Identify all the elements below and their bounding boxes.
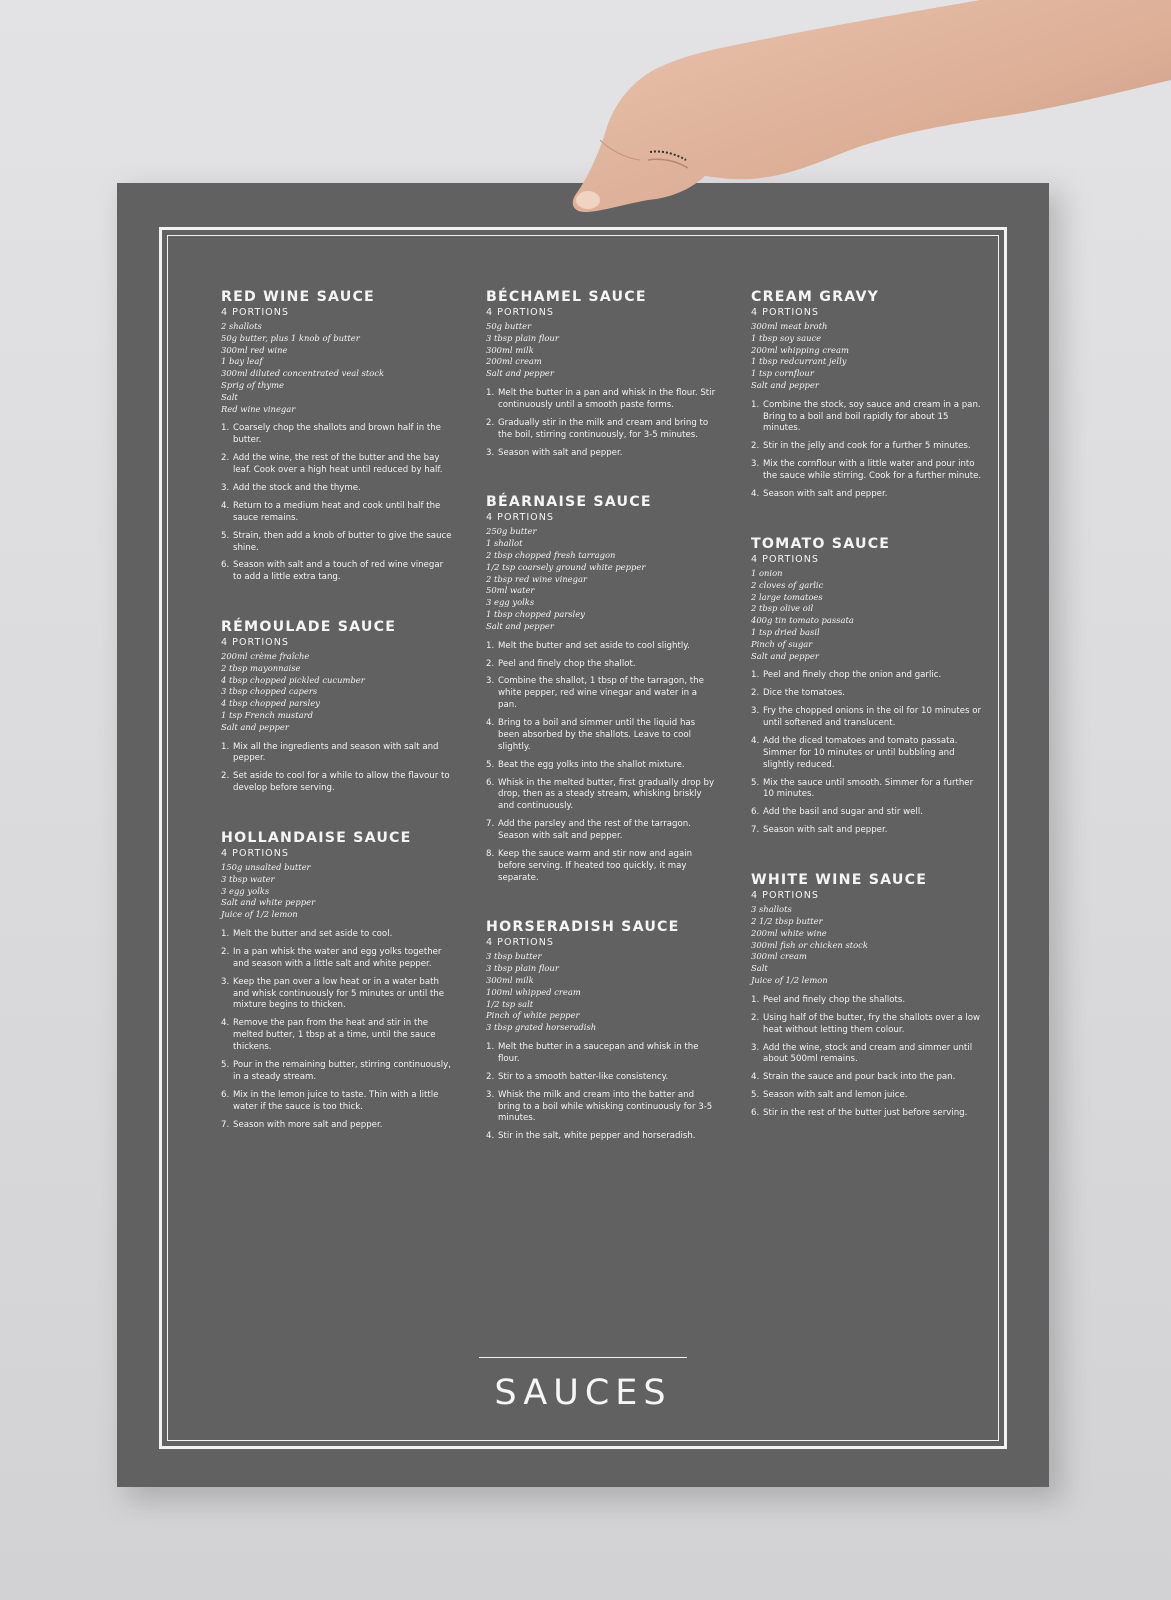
ingredient-item: Juice of 1/2 lemon (751, 974, 828, 985)
step-text: Strain, then add a knob of butter to give the sauce shine. (233, 530, 452, 553)
method-step (221, 1018, 453, 1053)
method-step (486, 777, 718, 813)
step-text: Using half of the butter, fry the shallots over a low heat without letting them colour. (763, 1012, 981, 1035)
step-number: 1. (486, 1041, 495, 1052)
step-number: 4. (221, 500, 230, 511)
method-step (751, 777, 983, 802)
step-number: 7. (486, 819, 495, 830)
method-steps (221, 742, 453, 795)
step-number: 4. (486, 1131, 495, 1142)
step-text: Stir in the salt, white pepper and horseradish. (498, 1131, 696, 1142)
method-step (486, 718, 718, 753)
step-number: 4. (751, 489, 760, 500)
poster-title: SAUCES (494, 1373, 672, 1413)
step-number: 5. (751, 1090, 760, 1101)
method-step (751, 1072, 983, 1084)
ingredient-item: 2 tbsp chopped fresh tarragon (486, 549, 616, 560)
method-step (486, 1071, 718, 1084)
ingredient-item: Salt and pepper (486, 368, 554, 379)
step-text: Dice the tomatoes. (763, 688, 845, 699)
step-number: 1. (221, 929, 230, 940)
step-text: Peel and finely chop the shallots. (763, 994, 906, 1005)
method-steps (486, 641, 718, 885)
ingredient-item: 1 onion (751, 567, 783, 578)
method-step (221, 741, 453, 766)
step-text: Season with more salt and pepper. (233, 1119, 383, 1130)
ingredient-item: Red wine vinegar (221, 403, 296, 414)
step-text: Add the parsley and the rest of the tarragon. Season with salt and pepper. (498, 819, 691, 841)
method-step (751, 825, 983, 837)
ingredient-item: 2 tbsp red wine vinegar (486, 573, 587, 584)
method-step (751, 994, 983, 1007)
ingredient-item: Salt and pepper (751, 650, 819, 661)
recipe-column-2 (486, 288, 718, 1177)
ingredient-item: Sprig of thyme (221, 379, 284, 390)
ingredient-item: 250g butter (486, 526, 537, 537)
method-steps (486, 1042, 718, 1143)
recipe-title: BÉARNAISE SAUCE (486, 494, 652, 511)
recipe-section (751, 535, 983, 837)
recipe-section (221, 288, 453, 584)
ingredient-item: 150g unsalted butter (221, 862, 311, 873)
method-step (486, 640, 718, 653)
step-text: Beat the egg yolks into the shallot mixture. (498, 759, 685, 770)
recipe-column-1 (221, 288, 453, 1165)
method-step (486, 417, 718, 442)
method-step (751, 399, 983, 435)
method-step (221, 500, 453, 525)
step-number: 3. (751, 706, 760, 717)
ingredient-item: 3 tbsp chopped capers (221, 686, 318, 697)
step-number: 2. (221, 947, 230, 957)
ingredient-item: 3 shallots (751, 904, 792, 915)
step-number: 3. (486, 676, 495, 687)
step-text: Add the stock and the thyme. (233, 482, 361, 493)
ingredient-item: 300ml milk (486, 344, 534, 355)
step-number: 2. (751, 688, 760, 699)
ingredient-item: 2 1/2 tbsp butter (751, 915, 823, 926)
method-step (486, 1089, 718, 1125)
method-step (486, 819, 718, 843)
ingredient-item: Salt (221, 391, 238, 402)
step-text: Mix the cornflour with a little water and pour into the sauce while stirring. Cook for a further minute. (763, 459, 982, 482)
ingredient-item: 1 tsp cornflour (751, 368, 814, 379)
recipe-section (486, 918, 718, 1143)
step-number: 6. (751, 1108, 760, 1119)
recipe-poster (117, 183, 1049, 1487)
step-number: 5. (221, 1059, 230, 1070)
ingredient-item: 400g tin tomato passata (751, 615, 854, 626)
method-steps (751, 670, 983, 837)
recipe-title: BÉCHAMEL SAUCE (486, 289, 647, 305)
step-number: 3. (751, 459, 760, 470)
method-step (486, 1041, 718, 1066)
recipe-section (751, 871, 983, 1120)
ingredient-list (751, 321, 983, 392)
ingredient-item: 300ml diluted concentrated veal stock (221, 368, 385, 379)
step-number: 6. (221, 560, 230, 571)
method-step (486, 1131, 718, 1143)
method-step (221, 1119, 453, 1132)
ingredient-list (486, 951, 718, 1034)
step-number: 2. (486, 658, 495, 669)
method-steps (221, 423, 453, 584)
step-number: 3. (221, 482, 230, 493)
step-number: 5. (751, 777, 760, 788)
step-text: Keep the pan over a low heat or in a water bath and whisk continuously for 5 minutes or until the mixture begins to thicken. (233, 976, 445, 1011)
step-text: Melt the butter and set aside to cool. (233, 929, 393, 940)
ingredient-item: 3 egg yolks (486, 597, 535, 608)
step-number: 3. (486, 447, 495, 458)
ingredient-item: 3 tbsp plain flour (486, 332, 559, 343)
step-number: 4. (751, 1072, 760, 1083)
method-steps (751, 400, 983, 501)
ingredient-item: 1/2 tsp salt (486, 998, 534, 1009)
ingredient-item: Salt (751, 963, 768, 974)
step-text: Combine the shallot, 1 tbsp of the tarragon, the white pepper, red wine vinegar and water in a pan. (498, 676, 704, 711)
recipe-portions: 4 PORTIONS (221, 637, 289, 649)
ingredient-item: 2 cloves of garlic (751, 579, 824, 590)
step-text: Coarsely chop the shallots and brown half in the butter. (233, 423, 441, 446)
recipe-portions: 4 PORTIONS (221, 848, 289, 860)
ingredient-item: 1/2 tsp coarsely ground white pepper (486, 561, 646, 572)
ingredient-item: Salt and white pepper (221, 897, 316, 908)
ingredient-item: 50g butter (486, 321, 532, 331)
step-number: 1. (751, 399, 760, 410)
method-step (486, 676, 718, 711)
recipe-title: HOLLANDAISE SAUCE (221, 830, 412, 847)
step-text: Melt the butter in a pan and whisk in the flour. Stir continuously until a smooth paste forms. (498, 387, 716, 410)
ingredient-item: 3 tbsp plain flour (486, 963, 559, 974)
ingredient-item: 1 tbsp redcurrant jelly (751, 356, 847, 367)
ingredient-item: 1 bay leaf (221, 356, 263, 367)
step-number: 8. (486, 848, 495, 859)
ingredient-list (486, 526, 718, 632)
step-number: 6. (751, 807, 760, 818)
ingredient-item: 3 tbsp grated horseradish (486, 1022, 597, 1033)
recipe-portions: 4 PORTIONS (486, 937, 554, 949)
method-step (751, 736, 983, 771)
ingredient-list (751, 568, 983, 662)
ingredient-item: 100ml whipped cream (486, 986, 581, 997)
ingredient-item: 2 large tomatoes (751, 591, 823, 602)
step-number: 1. (751, 670, 760, 681)
method-step (486, 658, 718, 671)
method-step (486, 848, 718, 884)
step-text: Stir in the rest of the butter just before serving. (763, 1108, 968, 1119)
ingredient-item: 300ml fish or chicken stock (751, 939, 868, 950)
step-text: Fry the chopped onions in the oil for 10 minutes or until softened and translucent. (763, 706, 982, 729)
method-steps (751, 995, 983, 1120)
method-step (486, 447, 718, 460)
ingredient-item: Pinch of sugar (751, 638, 813, 649)
step-number: 4. (751, 736, 760, 747)
step-text: Peel and finely chop the onion and garlic. (763, 670, 942, 681)
step-number: 4. (221, 1018, 230, 1029)
step-number: 2. (751, 441, 760, 452)
ingredient-item: 1 tbsp soy sauce (751, 332, 822, 343)
step-number: 2. (486, 1071, 495, 1082)
recipe-portions: 4 PORTIONS (221, 307, 289, 318)
method-step (751, 1090, 983, 1102)
step-text: Remove the pan from the heat and stir in the melted butter, 1 tbsp at a time, until the sauce thickens. (233, 1018, 436, 1052)
ingredient-item: Salt and pepper (751, 379, 819, 390)
ingredient-item: Salt and pepper (221, 721, 289, 732)
step-number: 7. (221, 1119, 230, 1130)
method-step (751, 489, 983, 501)
method-step (751, 670, 983, 682)
recipe-title: TOMATO SAUCE (751, 535, 891, 552)
ingredient-item: 300ml red wine (221, 344, 288, 355)
step-text: Return to a medium heat and cook until half the sauce remains. (233, 500, 441, 523)
step-text: Set aside to cool for a while to allow the flavour to develop before serving. (233, 771, 450, 794)
ingredient-item: 1 tbsp chopped parsley (486, 608, 585, 619)
ingredient-item: 300ml meat broth (751, 321, 828, 331)
recipe-title: RED WINE SAUCE (221, 289, 375, 305)
method-step (221, 423, 453, 447)
step-number: 2. (221, 453, 230, 464)
ingredient-item: Juice of 1/2 lemon (221, 909, 298, 920)
recipe-section (221, 618, 453, 795)
step-text: Add the diced tomatoes and tomato passata. Simmer for 10 minutes or until bubbling and slightly reduced. (763, 736, 958, 770)
method-step (751, 807, 983, 819)
recipe-portions: 4 PORTIONS (486, 512, 554, 524)
ingredient-item: 200ml white wine (751, 927, 827, 938)
recipe-title: CREAM GRAVY (751, 289, 880, 305)
recipe-section (221, 829, 453, 1131)
method-step (751, 459, 983, 483)
recipe-title: RÉMOULADE SAUCE (221, 619, 397, 636)
recipe-section (486, 288, 718, 459)
ingredient-item: Salt and pepper (486, 620, 554, 631)
recipe-portions: 4 PORTIONS (751, 553, 819, 565)
method-step (486, 387, 718, 412)
step-text: Season with salt and lemon juice. (763, 1090, 908, 1101)
ingredient-list (221, 321, 453, 415)
method-step (751, 706, 983, 730)
step-text: Add the wine, the rest of the butter and the bay leaf. Cook over a high heat until reduced by half. (233, 453, 443, 475)
ingredient-item: 200ml crème fraîche (221, 651, 310, 662)
recipe-column-3 (751, 288, 983, 1154)
ingredient-list (221, 651, 453, 734)
ingredient-item: 4 tbsp chopped pickled cucumber (221, 674, 365, 685)
step-text: Stir to a smooth batter-like consistency. (498, 1071, 669, 1082)
step-number: 2. (486, 417, 495, 428)
ingredient-item: 300ml cream (751, 951, 807, 962)
step-number: 2. (751, 1012, 760, 1023)
step-number: 4. (486, 718, 495, 729)
step-text: In a pan whisk the water and egg yolks together and season with a little salt and white pepper. (233, 947, 442, 969)
method-step (486, 759, 718, 772)
ingredient-item: 50g butter, plus 1 knob of butter (221, 332, 360, 343)
step-text: Melt the butter and set aside to cool slightly. (498, 640, 690, 651)
step-text: Season with salt and pepper. (498, 447, 623, 458)
step-number: 3. (486, 1089, 495, 1100)
ingredient-list (751, 904, 983, 987)
step-text: Peel and finely chop the shallot. (498, 658, 636, 669)
method-step (221, 482, 453, 495)
method-steps (486, 388, 718, 459)
step-text: Keep the sauce warm and stir now and again before serving. If heated too quickly, it may separate. (498, 848, 693, 883)
step-text: Season with salt and a touch of red wine vinegar to add a little extra tang. (233, 560, 444, 583)
method-step (751, 1012, 983, 1037)
step-text: Stir in the jelly and cook for a further 5 minutes. (763, 441, 971, 452)
ingredient-item: 300ml milk (486, 974, 534, 985)
step-number: 1. (486, 640, 495, 651)
step-number: 6. (221, 1089, 230, 1100)
title-divider (479, 1357, 687, 1358)
method-step (221, 947, 453, 971)
method-step (221, 530, 453, 555)
ingredient-item: 2 shallots (221, 321, 262, 331)
step-text: Whisk the milk and cream into the batter and bring to a boil while whisking continuously for 3-5 minutes. (498, 1089, 713, 1124)
step-number: 1. (751, 994, 760, 1005)
ingredient-item: 2 tbsp mayonnaise (221, 662, 301, 673)
ingredient-item: 1 tsp dried basil (751, 626, 820, 637)
ingredient-item: Pinch of white pepper (486, 1010, 580, 1021)
step-text: Gradually stir in the milk and cream and bring to the boil, stirring continuously, for 3-5 minutes. (498, 417, 709, 440)
ingredient-item: 200ml cream (486, 356, 542, 367)
step-text: Add the basil and sugar and stir well. (763, 807, 923, 818)
step-text: Pour in the remaining butter, stirring continuously, in a steady stream. (233, 1059, 451, 1082)
method-step (221, 1059, 453, 1084)
step-number: 7. (751, 825, 760, 836)
step-text: Bring to a boil and simmer until the liquid has been absorbed by the shallots. Leave to cool slightly. (498, 718, 696, 752)
step-number: 3. (751, 1042, 760, 1053)
method-step (221, 560, 453, 584)
recipe-title: HORSERADISH SAUCE (486, 919, 680, 936)
recipe-portions: 4 PORTIONS (751, 890, 819, 902)
step-text: Strain the sauce and pour back into the pan. (763, 1072, 956, 1083)
ingredient-item: 3 tbsp water (221, 873, 275, 884)
step-text: Add the wine, stock and cream and simmer until about 500ml remains. (763, 1042, 973, 1065)
step-number: 1. (221, 741, 230, 752)
step-number: 1. (221, 423, 230, 434)
method-step (751, 688, 983, 700)
method-steps (221, 929, 453, 1131)
step-text: Mix in the lemon juice to taste. Thin with a little water if the sauce is too thick. (233, 1089, 439, 1112)
ingredient-list (221, 862, 453, 921)
step-number: 6. (486, 777, 495, 788)
step-text: Melt the butter in a saucepan and whisk in the flour. (498, 1041, 699, 1064)
recipe-title: WHITE WINE SAUCE (751, 872, 928, 889)
step-text: Mix the sauce until smooth. Simmer for a further 10 minutes. (763, 777, 974, 800)
step-number: 5. (486, 759, 495, 770)
recipe-section (751, 288, 983, 501)
step-text: Mix all the ingredients and season with salt and pepper. (233, 741, 439, 764)
ingredient-item: 4 tbsp chopped parsley (221, 698, 320, 709)
step-number: 1. (486, 387, 495, 398)
recipe-section (486, 493, 718, 884)
ingredient-list (486, 321, 718, 380)
step-text: Season with salt and pepper. (763, 825, 888, 836)
ingredient-item: 50ml water (486, 585, 535, 596)
method-step (221, 771, 453, 795)
step-number: 3. (221, 976, 230, 987)
recipe-portions: 4 PORTIONS (751, 307, 819, 318)
ingredient-item: 1 tsp French mustard (221, 710, 313, 721)
ingredient-item: 3 tbsp butter (486, 951, 542, 962)
step-text: Whisk in the melted butter, first gradually drop by drop, then as a steady stream, whisking briskly and continuously. (498, 777, 715, 812)
method-step (221, 929, 453, 941)
ingredient-item: 200ml whipping cream (751, 344, 849, 355)
ingredient-item: 2 tbsp olive oil (751, 603, 814, 614)
step-number: 2. (221, 771, 230, 782)
method-step (221, 976, 453, 1012)
ingredient-item: 3 egg yolks (221, 885, 270, 896)
recipe-portions: 4 PORTIONS (486, 307, 554, 318)
method-step (221, 453, 453, 477)
method-step (751, 1108, 983, 1120)
method-step (751, 1042, 983, 1067)
step-number: 5. (221, 530, 230, 541)
ingredient-item: 1 shallot (486, 538, 523, 549)
step-text: Combine the stock, soy sauce and cream in a pan. Bring to a boil and boil rapidly for about 15 minutes. (763, 399, 981, 434)
method-step (221, 1089, 453, 1114)
step-text: Season with salt and pepper. (763, 489, 888, 500)
method-step (751, 441, 983, 453)
